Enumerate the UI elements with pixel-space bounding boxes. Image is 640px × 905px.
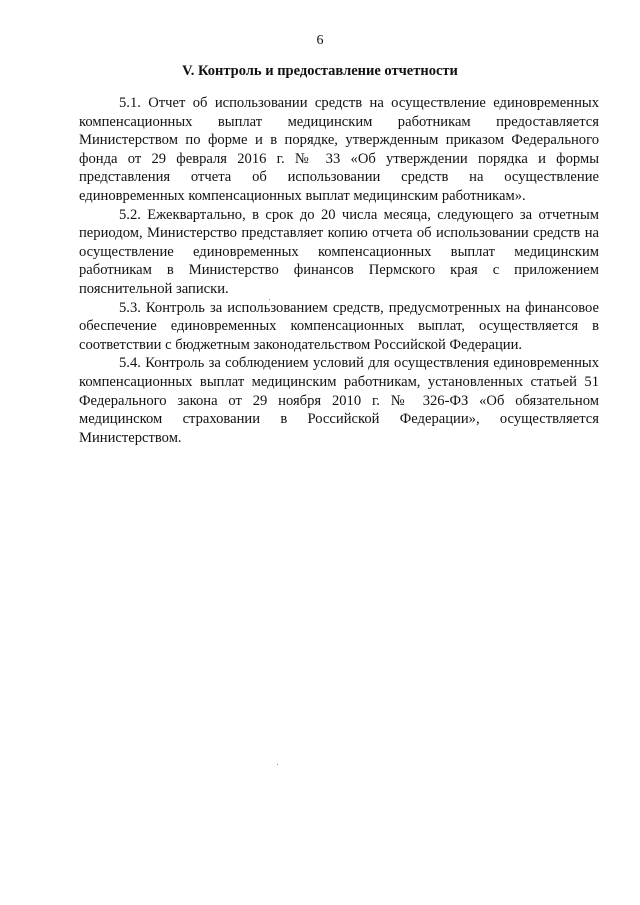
paragraph-5-2: 5.2. Ежеквартально, в срок до 20 числа месяца, следующего за отчетным периодом, Министерство представляет копию отчета об использовании средств на осуществление единовременных компенсационных выплат медицинским работникам в Министерство финансов Пермского края с приложением пояснительной записки.: [79, 206, 599, 297]
scan-speck: [269, 299, 270, 300]
section-title: V. Контроль и предоставление отчетности: [182, 63, 458, 79]
scan-speck: [277, 764, 278, 765]
document-body: [79, 94, 599, 447]
paragraph-5-4: 5.4. Контроль за соблюдением условий для осуществления единовременных компенсационных выплат медицинским работникам, установленных статьей 51 Федерального закона от 29 ноября 2010 г. № 326-ФЗ «Об обязательном медицинском страховании в Российской Федерации», осуществляется Министерством.: [79, 355, 599, 446]
paragraph-5-1: 5.1. Отчет об использовании средств на осуществление единовременных компенсационных выплат медицинским работникам предоставляется Министерством по форме и в порядке, утвержденным приказом Федерального фонда от 29 февраля 2016 г. № 33 «Об утверждении порядка и формы представления отчета об использовании средств на осуществление единовременных компенсационных выплат медицинским работникам».: [79, 95, 599, 204]
paragraph-5-3: 5.3. Контроль за использованием средств, предусмотренных на финансовое обеспечение единовременных компенсационных выплат, осуществляется в соответствии с бюджетным законодательством Российской Федерации.: [79, 299, 599, 353]
page-number: 6: [316, 33, 324, 48]
